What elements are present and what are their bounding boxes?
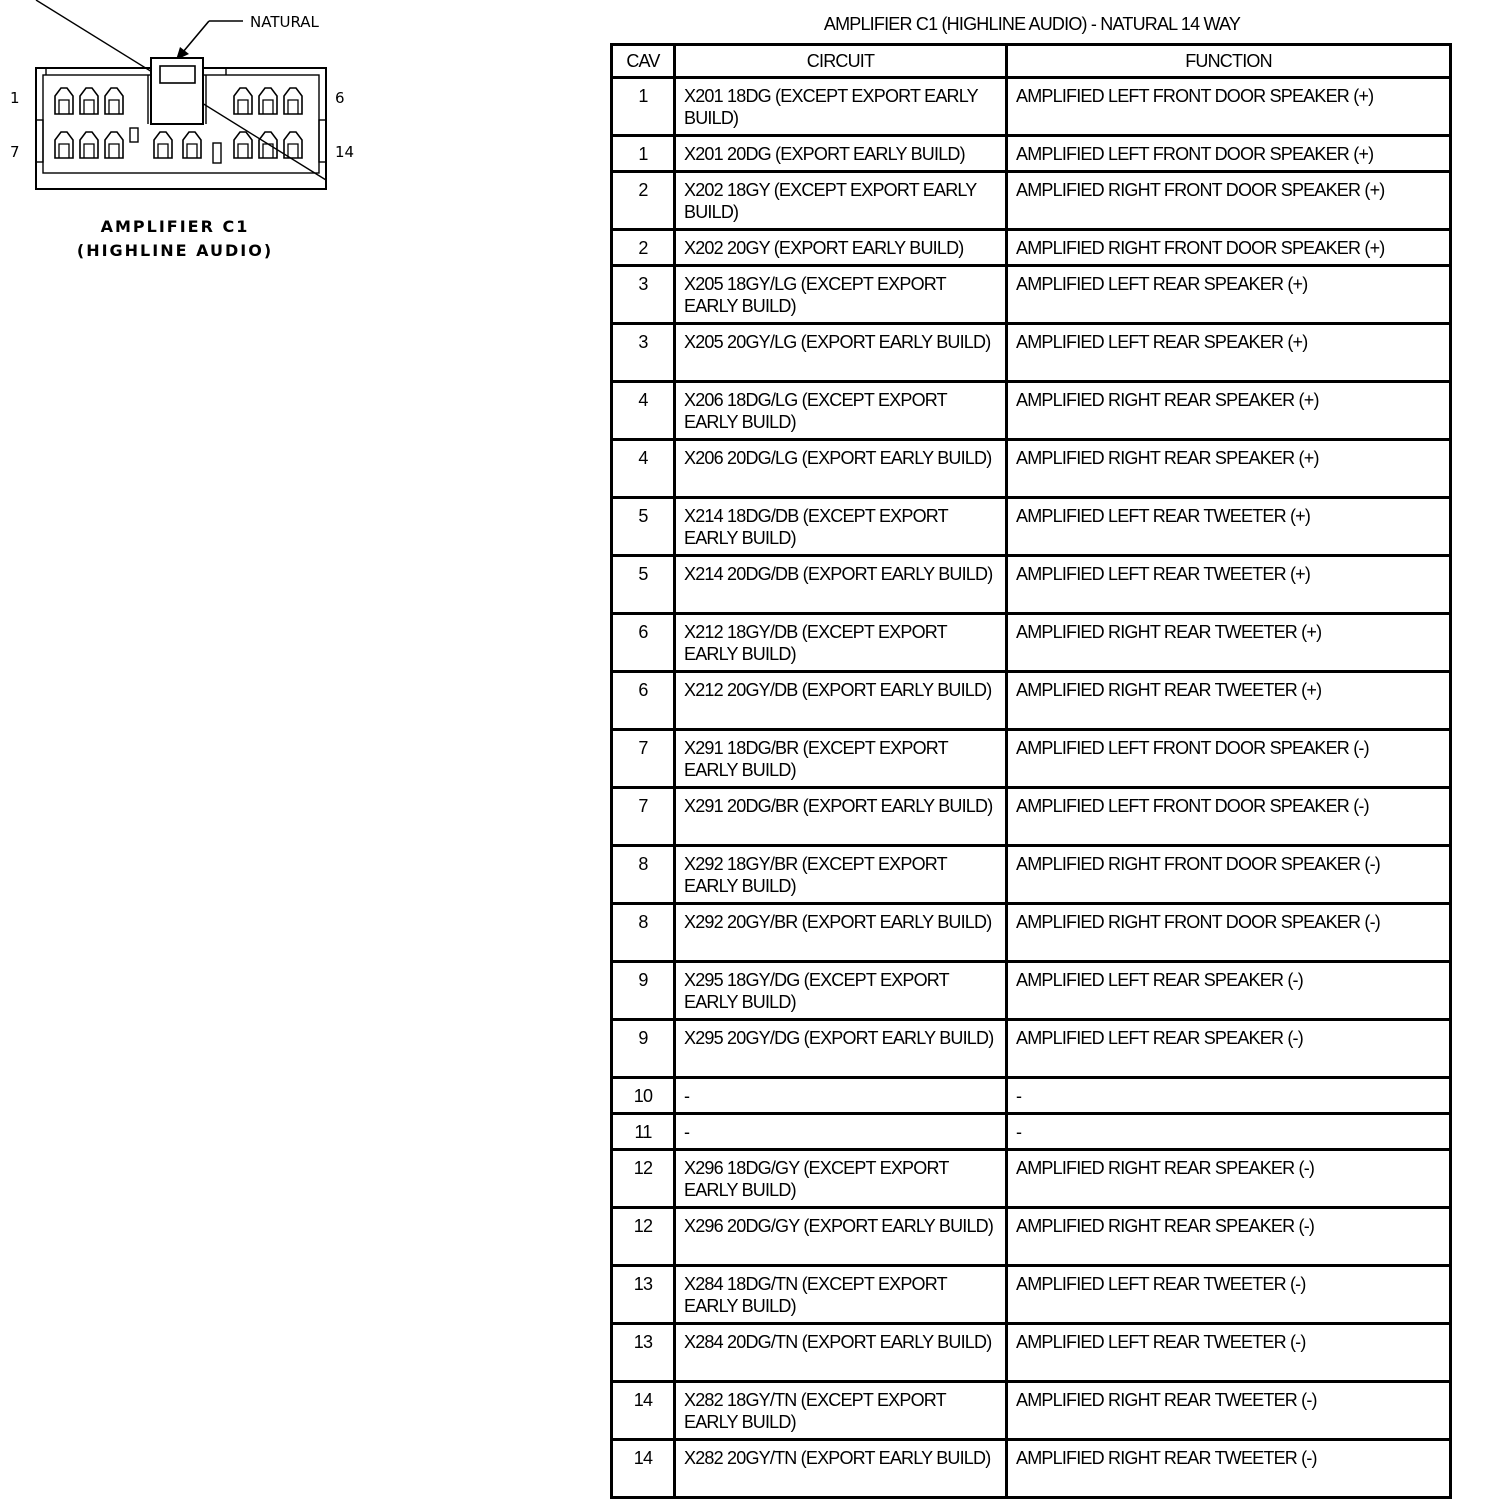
- function-cell: AMPLIFIED RIGHT REAR SPEAKER (-): [1007, 1208, 1451, 1266]
- cav-cell: 4: [612, 440, 675, 498]
- table-row: [612, 1078, 1451, 1114]
- cav-cell: 7: [612, 788, 675, 846]
- table-row: [612, 1208, 1451, 1266]
- circuit-cell: X205 20GY/LG (EXPORT EARLY BUILD): [675, 324, 1007, 382]
- natural-pointer: [176, 21, 243, 60]
- table-row: [612, 1382, 1451, 1440]
- cav-cell: 2: [612, 172, 675, 230]
- cav-cell: 9: [612, 1020, 675, 1078]
- cav-cell: 4: [612, 382, 675, 440]
- table-title: AMPLIFIER C1 (HIGHLINE AUDIO) - NATURAL 14 WAY: [823, 14, 1241, 34]
- header-circuit: CIRCUIT: [675, 45, 1007, 78]
- function-cell: AMPLIFIED RIGHT REAR SPEAKER (-): [1007, 1150, 1451, 1208]
- table-row: [612, 382, 1451, 440]
- header-cav: CAV: [612, 45, 675, 78]
- table-row: [612, 324, 1451, 382]
- table-row: [612, 962, 1451, 1020]
- cav-cell: 1: [612, 136, 675, 172]
- function-cell: AMPLIFIED LEFT REAR SPEAKER (-): [1007, 962, 1451, 1020]
- cav-cell: 2: [612, 230, 675, 266]
- table-row: [612, 1324, 1451, 1382]
- table-row: [612, 136, 1451, 172]
- table-header-row: [612, 45, 1451, 78]
- cav-cell: 6: [612, 672, 675, 730]
- function-cell: AMPLIFIED LEFT FRONT DOOR SPEAKER (-): [1007, 788, 1451, 846]
- table-row: [612, 1020, 1451, 1078]
- pin-label-14: 14: [335, 143, 355, 161]
- table-row: [612, 266, 1451, 324]
- circuit-cell: X295 18GY/DG (EXCEPT EXPORT EARLY BUILD): [675, 962, 1007, 1020]
- cav-cell: 5: [612, 498, 675, 556]
- cav-cell: 13: [612, 1324, 675, 1382]
- circuit-cell: X205 18GY/LG (EXCEPT EXPORT EARLY BUILD): [675, 266, 1007, 324]
- circuit-cell: X206 18DG/LG (EXCEPT EXPORT EARLY BUILD): [675, 382, 1007, 440]
- cav-cell: 14: [612, 1440, 675, 1498]
- table-row: [612, 1266, 1451, 1324]
- function-cell: AMPLIFIED RIGHT FRONT DOOR SPEAKER (-): [1007, 904, 1451, 962]
- table-row: [612, 788, 1451, 846]
- cav-cell: 1: [612, 78, 675, 136]
- function-cell: AMPLIFIED LEFT REAR SPEAKER (+): [1007, 266, 1451, 324]
- function-cell: AMPLIFIED RIGHT REAR TWEETER (+): [1007, 614, 1451, 672]
- table-row: [612, 556, 1451, 614]
- circuit-cell: X214 18DG/DB (EXCEPT EXPORT EARLY BUILD): [675, 498, 1007, 556]
- cav-cell: 6: [612, 614, 675, 672]
- circuit-cell: X292 20GY/BR (EXPORT EARLY BUILD): [675, 904, 1007, 962]
- function-cell: AMPLIFIED RIGHT FRONT DOOR SPEAKER (-): [1007, 846, 1451, 904]
- function-cell: AMPLIFIED LEFT REAR SPEAKER (-): [1007, 1020, 1451, 1078]
- function-cell: -: [1007, 1114, 1451, 1150]
- circuit-cell: X206 20DG/LG (EXPORT EARLY BUILD): [675, 440, 1007, 498]
- table-row: [612, 172, 1451, 230]
- table-row: [612, 230, 1451, 266]
- function-cell: AMPLIFIED LEFT REAR TWEETER (-): [1007, 1266, 1451, 1324]
- circuit-cell: X291 18DG/BR (EXCEPT EXPORT EARLY BUILD): [675, 730, 1007, 788]
- cav-cell: 8: [612, 904, 675, 962]
- function-cell: AMPLIFIED RIGHT REAR TWEETER (-): [1007, 1382, 1451, 1440]
- cav-cell: 13: [612, 1266, 675, 1324]
- function-cell: AMPLIFIED RIGHT FRONT DOOR SPEAKER (+): [1007, 172, 1451, 230]
- function-cell: AMPLIFIED RIGHT REAR SPEAKER (+): [1007, 440, 1451, 498]
- pinout-table: [610, 43, 1452, 1499]
- table-row: [612, 498, 1451, 556]
- diagram-caption-line1: AMPLIFIER C1: [100, 217, 250, 236]
- cav-cell: 8: [612, 846, 675, 904]
- circuit-cell: X296 18DG/GY (EXCEPT EXPORT EARLY BUILD): [675, 1150, 1007, 1208]
- function-cell: AMPLIFIED LEFT FRONT DOOR SPEAKER (+): [1007, 136, 1451, 172]
- circuit-cell: X212 18GY/DB (EXCEPT EXPORT EARLY BUILD): [675, 614, 1007, 672]
- cav-cell: 11: [612, 1114, 675, 1150]
- connector-diagram: [0, 0, 380, 270]
- natural-label: NATURAL: [250, 13, 319, 31]
- cav-cell: 3: [612, 324, 675, 382]
- function-cell: AMPLIFIED RIGHT REAR TWEETER (-): [1007, 1440, 1451, 1498]
- function-cell: AMPLIFIED RIGHT REAR SPEAKER (+): [1007, 382, 1451, 440]
- function-cell: AMPLIFIED LEFT REAR TWEETER (+): [1007, 556, 1451, 614]
- circuit-cell: X214 20DG/DB (EXPORT EARLY BUILD): [675, 556, 1007, 614]
- table-row: [612, 1114, 1451, 1150]
- table-row: [612, 440, 1451, 498]
- cav-cell: 14: [612, 1382, 675, 1440]
- circuit-cell: X202 20GY (EXPORT EARLY BUILD): [675, 230, 1007, 266]
- circuit-cell: X292 18GY/BR (EXCEPT EXPORT EARLY BUILD): [675, 846, 1007, 904]
- table-row: [612, 1440, 1451, 1498]
- function-cell: AMPLIFIED LEFT REAR SPEAKER (+): [1007, 324, 1451, 382]
- function-cell: AMPLIFIED LEFT FRONT DOOR SPEAKER (-): [1007, 730, 1451, 788]
- diagram-caption-line2: (HIGHLINE AUDIO): [76, 241, 274, 260]
- cav-cell: 10: [612, 1078, 675, 1114]
- table-row: [612, 904, 1451, 962]
- circuit-cell: X201 20DG (EXPORT EARLY BUILD): [675, 136, 1007, 172]
- cavity-row-bottom: [55, 132, 302, 158]
- circuit-cell: X282 18GY/TN (EXCEPT EXPORT EARLY BUILD): [675, 1382, 1007, 1440]
- circuit-cell: X296 20DG/GY (EXPORT EARLY BUILD): [675, 1208, 1007, 1266]
- function-cell: AMPLIFIED RIGHT FRONT DOOR SPEAKER (+): [1007, 230, 1451, 266]
- function-cell: AMPLIFIED LEFT REAR TWEETER (-): [1007, 1324, 1451, 1382]
- circuit-cell: -: [675, 1114, 1007, 1150]
- header-function: FUNCTION: [1007, 45, 1451, 78]
- circuit-cell: X291 20DG/BR (EXPORT EARLY BUILD): [675, 788, 1007, 846]
- function-cell: AMPLIFIED LEFT FRONT DOOR SPEAKER (+): [1007, 78, 1451, 136]
- circuit-cell: X284 20DG/TN (EXPORT EARLY BUILD): [675, 1324, 1007, 1382]
- circuit-cell: X201 18DG (EXCEPT EXPORT EARLY BUILD): [675, 78, 1007, 136]
- table-row: [612, 672, 1451, 730]
- table-row: [612, 846, 1451, 904]
- cav-cell: 7: [612, 730, 675, 788]
- table-row: [612, 1150, 1451, 1208]
- pin-label-1: 1: [10, 89, 20, 107]
- circuit-cell: X202 18GY (EXCEPT EXPORT EARLY BUILD): [675, 172, 1007, 230]
- table-row: [612, 78, 1451, 136]
- circuit-cell: X295 20GY/DG (EXPORT EARLY BUILD): [675, 1020, 1007, 1078]
- cav-cell: 12: [612, 1208, 675, 1266]
- cav-cell: 12: [612, 1150, 675, 1208]
- circuit-cell: X212 20GY/DB (EXPORT EARLY BUILD): [675, 672, 1007, 730]
- pin-label-6: 6: [335, 89, 345, 107]
- cav-cell: 3: [612, 266, 675, 324]
- circuit-cell: -: [675, 1078, 1007, 1114]
- circuit-cell: X284 18DG/TN (EXCEPT EXPORT EARLY BUILD): [675, 1266, 1007, 1324]
- table-row: [612, 614, 1451, 672]
- pin-label-7: 7: [10, 143, 20, 161]
- cav-cell: 5: [612, 556, 675, 614]
- function-cell: AMPLIFIED RIGHT REAR TWEETER (+): [1007, 672, 1451, 730]
- cav-cell: 9: [612, 962, 675, 1020]
- function-cell: -: [1007, 1078, 1451, 1114]
- function-cell: AMPLIFIED LEFT REAR TWEETER (+): [1007, 498, 1451, 556]
- table-row: [612, 730, 1451, 788]
- circuit-cell: X282 20GY/TN (EXPORT EARLY BUILD): [675, 1440, 1007, 1498]
